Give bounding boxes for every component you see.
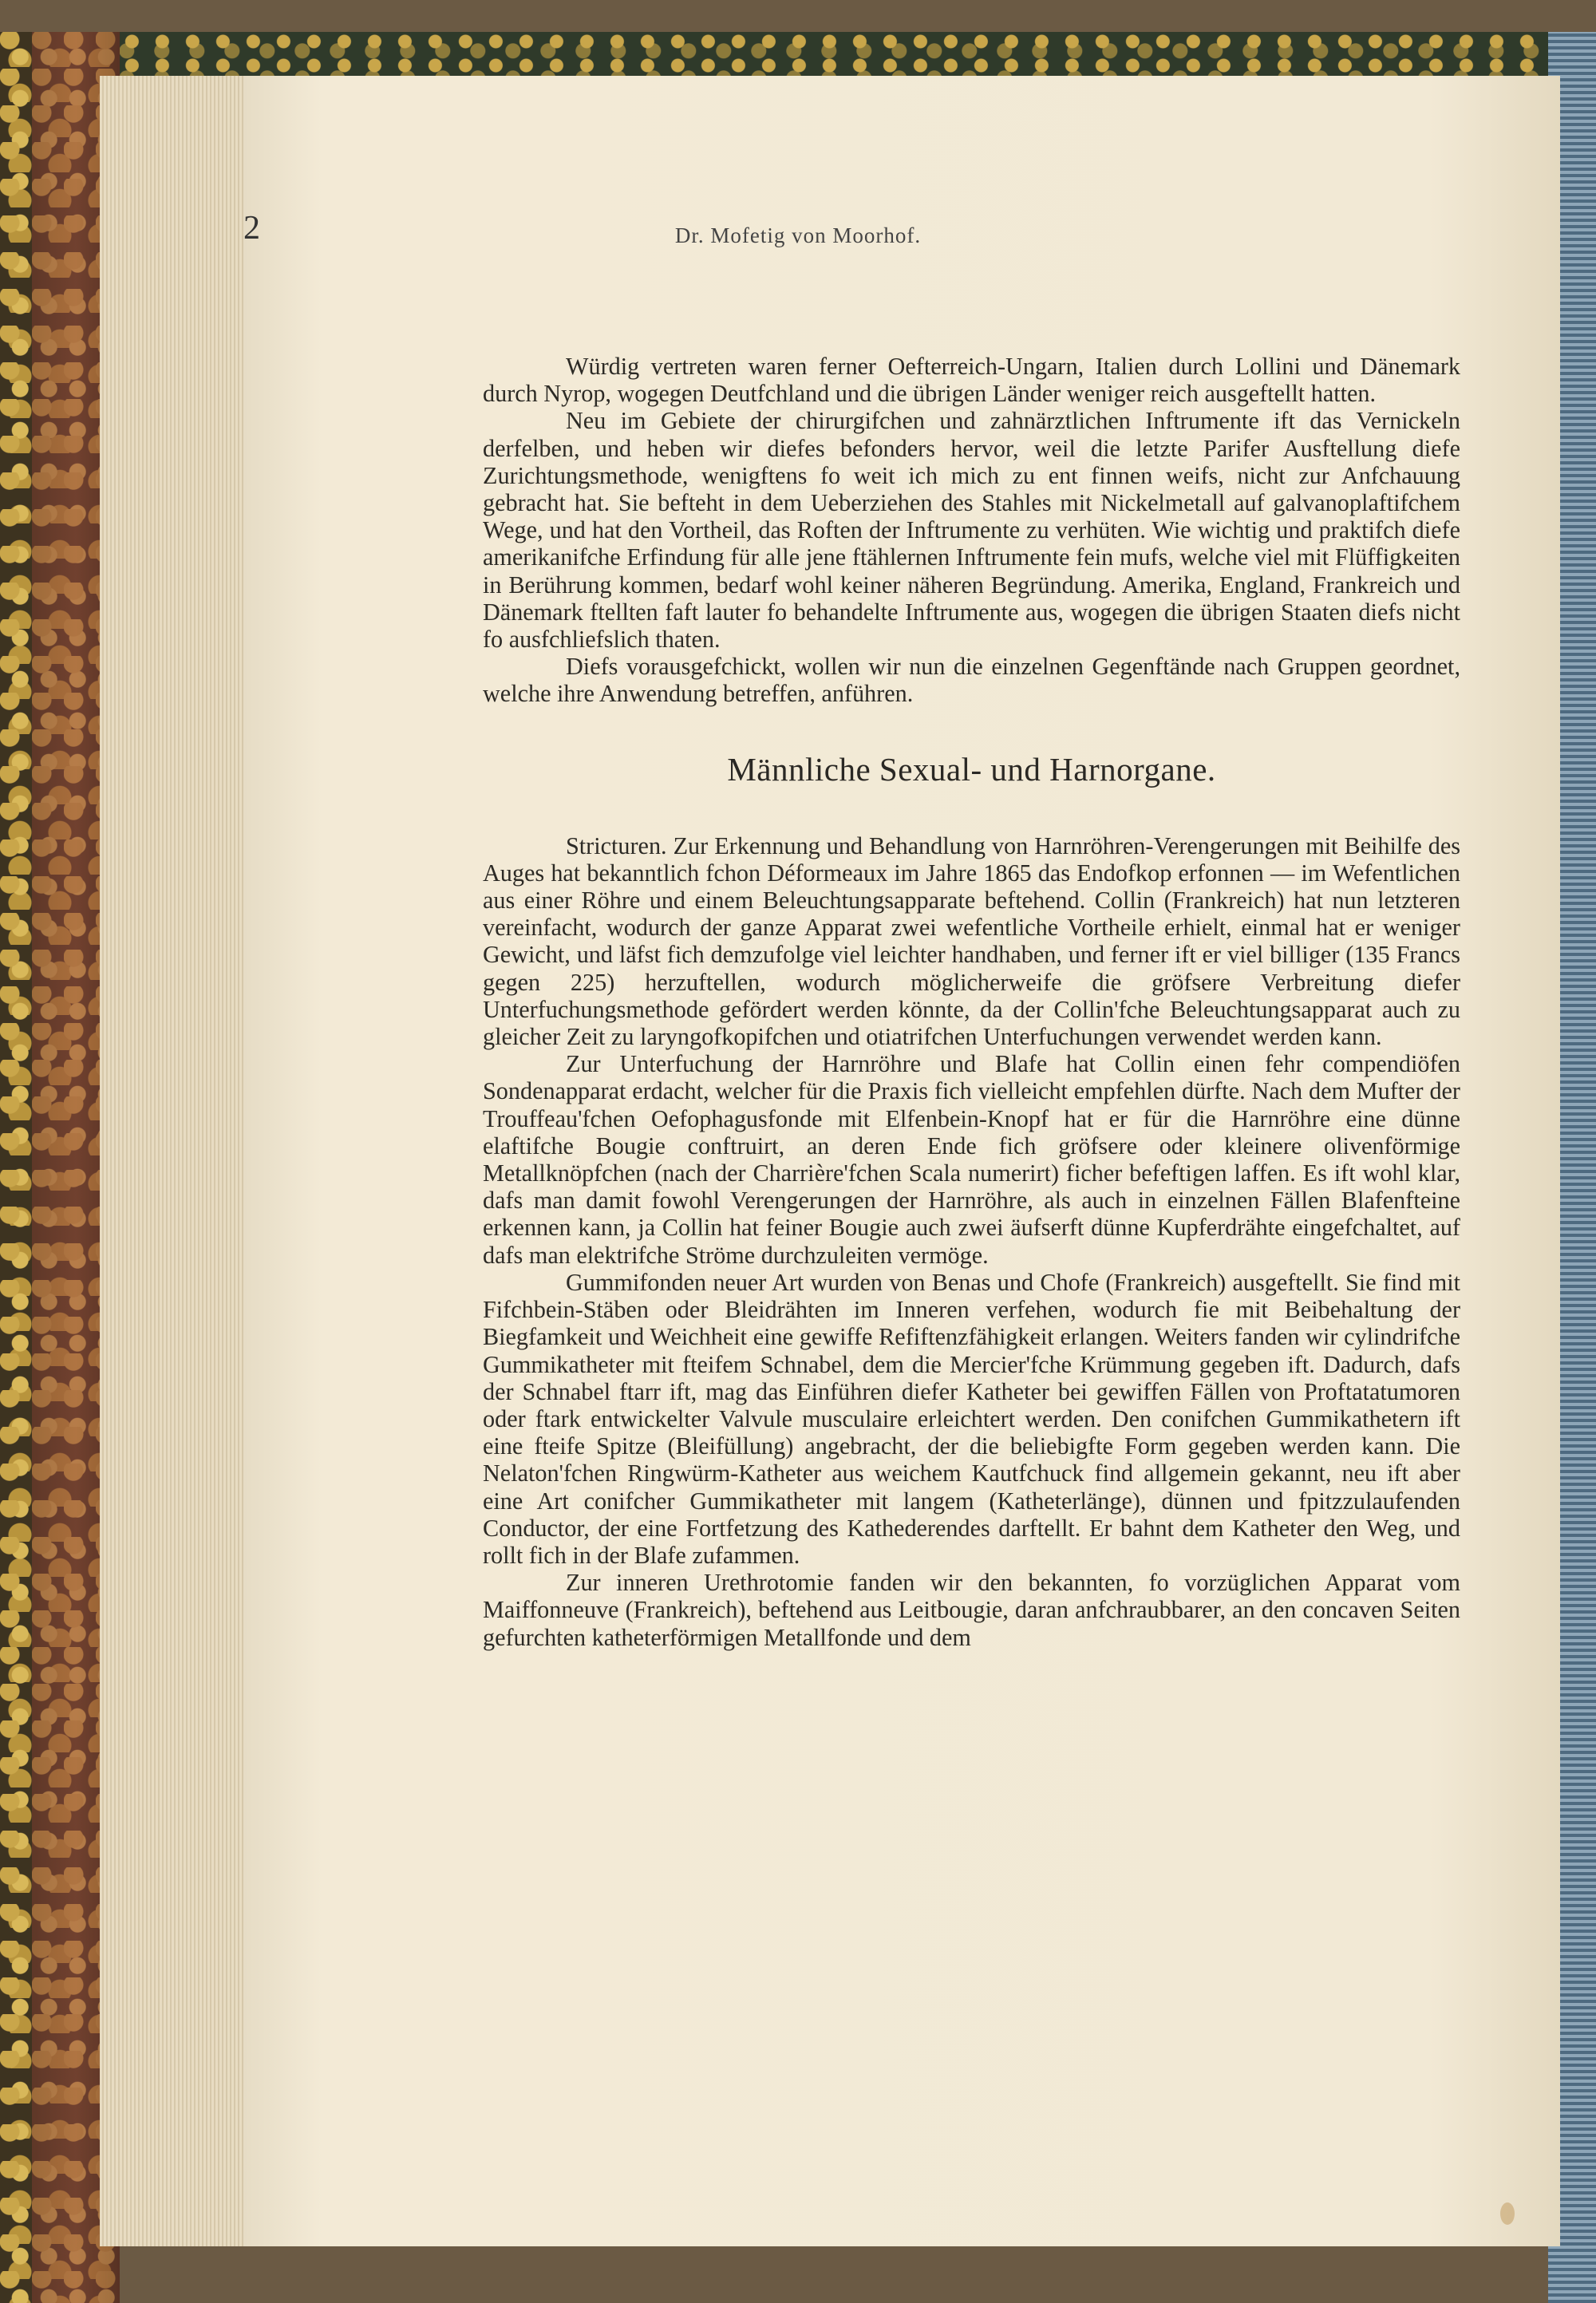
- body-text: [483, 353, 1460, 1651]
- paragraph: Gummifonden neuer Art wurden von Benas und Chofe (Frankreich) ausgeftellt. Sie find mit Fifchbein-Stäben oder Bleidrähten im Inneren verfehen, wodurch fie mit Beibehaltung der Biegfamkeit und Weichheit eine gewiffe Refiftenzfähigkeit erlangen. Weiters fanden wir cylindrifche Gummikatheter mit fteifem Schnabel, dem die Mercier'fche Krümmung gegeben ift. Dadurch, dafs der Schnabel ftarr ift, mag das Einführen diefer Katheter bei gewiffen Fällen von Proftatatumoren oder ftark entwickelter Valvule musculaire erleichtert werden. Den conifchen Gummikathetern ift eine fteife Spitze (Bleifüllung) angebracht, der die beliebigfte Form gegeben werden kann. Die Nelaton'fchen Ringwürm-Katheter aus weichem Kautfchuck find allgemein gekannt, neu ift aber eine Art conifcher Gummikatheter mit langem (Katheterlänge), dünnen und fpitzzulaufenden Conductor, der eine Fortfetzung des Kathederendes darftellt. Er bahnt dem Katheter den Weg, und rollt fich in der Blafe zufammen.: [483, 1268, 1460, 1569]
- paper-stain: [1500, 2202, 1515, 2225]
- paragraph: Zur Unterfuchung der Harnröhre und Blafe hat Collin einen fehr compendiöfen Sondenapparat erdacht, welcher für die Praxis fich vielleicht empfehlen dürfte. Nach dem Mufter der Trouffeau'fchen Oefophagusfonde mit Elfenbein-Knopf hat er für die Harnröhre eine dünne elaftifche Bougie conftruirt, an deren Ende fich gröfsere oder kleinere olivenförmige Metallknöpfchen (nach der Charrière'fchen Scala numerirt) ficher befeftigen laffen. Es ift wohl klar, dafs man damit fowohl Verengerungen der Harnröhre, als auch in einzelnen Fällen Blafenfteine erkennen kann, ja Collin hat feiner Bougie auch zwei äufserft dünne Kupferdrähte eingefchaltet, auf dafs man elektrifche Ströme durchzuleiten vermöge.: [483, 1050, 1460, 1269]
- paragraph: Stricturen. Zur Erkennung und Behandlung von Harnröhren-Verengerungen mit Beihilfe des Auges hat bekanntlich fchon Déformeaux im Jahre 1865 das Endofkop erfonnen — im Wefentlichen aus einer Röhre und einem Beleuchtungsapparate beftehend. Collin (Frankreich) hat nun letzteren vereinfacht, wodurch der ganze Apparat zwei wefentliche Vortheile erhielt, einmal hat er weniger Gewicht, und läfst fich demzufolge viel leichter handhaben, und ferner ift er viel billiger (135 Francs gegen 225) herzuftellen, wodurch möglicherweife die gröfsere Verbreitung diefer Unterfuchungsmethode gefördert werden könnte, da der Collin'fche Beleuchtungsapparat auch zu gleicher Zeit zu laryngofkopifchen und otiatrifchen Unterfuchungen verwendet werden kann.: [483, 832, 1460, 1051]
- paragraph: Neu im Gebiete der chirurgifchen und zahnärztlichen Inftrumente ift das Vernickeln derfelben, und heben wir diefes befonders hervor, weil die letzte Parifer Ausftellung diefe Zurichtungsmethode, wenigftens fo weit ich mich zu ent finnen weifs, nicht zur Anfchauung gebracht hat. Sie befteht in dem Ueberziehen des Stahles mit Nickelmetall auf galvanoplaftifchem Wege, und hat den Vortheil, das Roften der Inftrumente zu verhüten. Wie wichtig und praktifch diefe amerikanifche Erfindung für alle jene ftählernen Inftrumente fein mufs, welche viel mit Flüffigkeiten in Berührung kommen, bedarf wohl keiner näheren Begründung. Amerika, England, Frankreich und Dänemark ftellten faft lauter fo behandelte Inftrumente aus, wogegen die übrigen Staaten diefs nicht fo ausfchliefslich thaten.: [483, 407, 1460, 654]
- page-edges: [100, 76, 243, 2246]
- cover-marbled-top: [32, 32, 1564, 80]
- paragraph: Würdig vertreten waren ferner Oefterreich-Ungarn, Italien durch Lollini und Dänemark durch Nyrop, wogegen Deutfchland und die übrigen Länder weniger reich ausgeftellt hatten.: [483, 353, 1460, 408]
- paragraph: Zur inneren Urethrotomie fanden wir den bekannten, fo vorzüglichen Apparat vom Maiffonneuve (Frankreich), beftehend aus Leitbougie, daran anfchraubbarer, an den concaven Seiten gefurchten katheterförmigen Metallfonde und dem: [483, 1569, 1460, 1651]
- running-head: Dr. Mofetig von Moorhof.: [674, 223, 922, 247]
- section-heading: Männliche Sexual- und Harnorgane.: [727, 750, 1216, 788]
- page-number: 2: [243, 210, 260, 247]
- paragraph: Diefs vorausgefchickt, wollen wir nun die einzelnen Gegenftände nach Gruppen geordnet, welche ihre Anwendung betreffen, anführen.: [483, 653, 1460, 708]
